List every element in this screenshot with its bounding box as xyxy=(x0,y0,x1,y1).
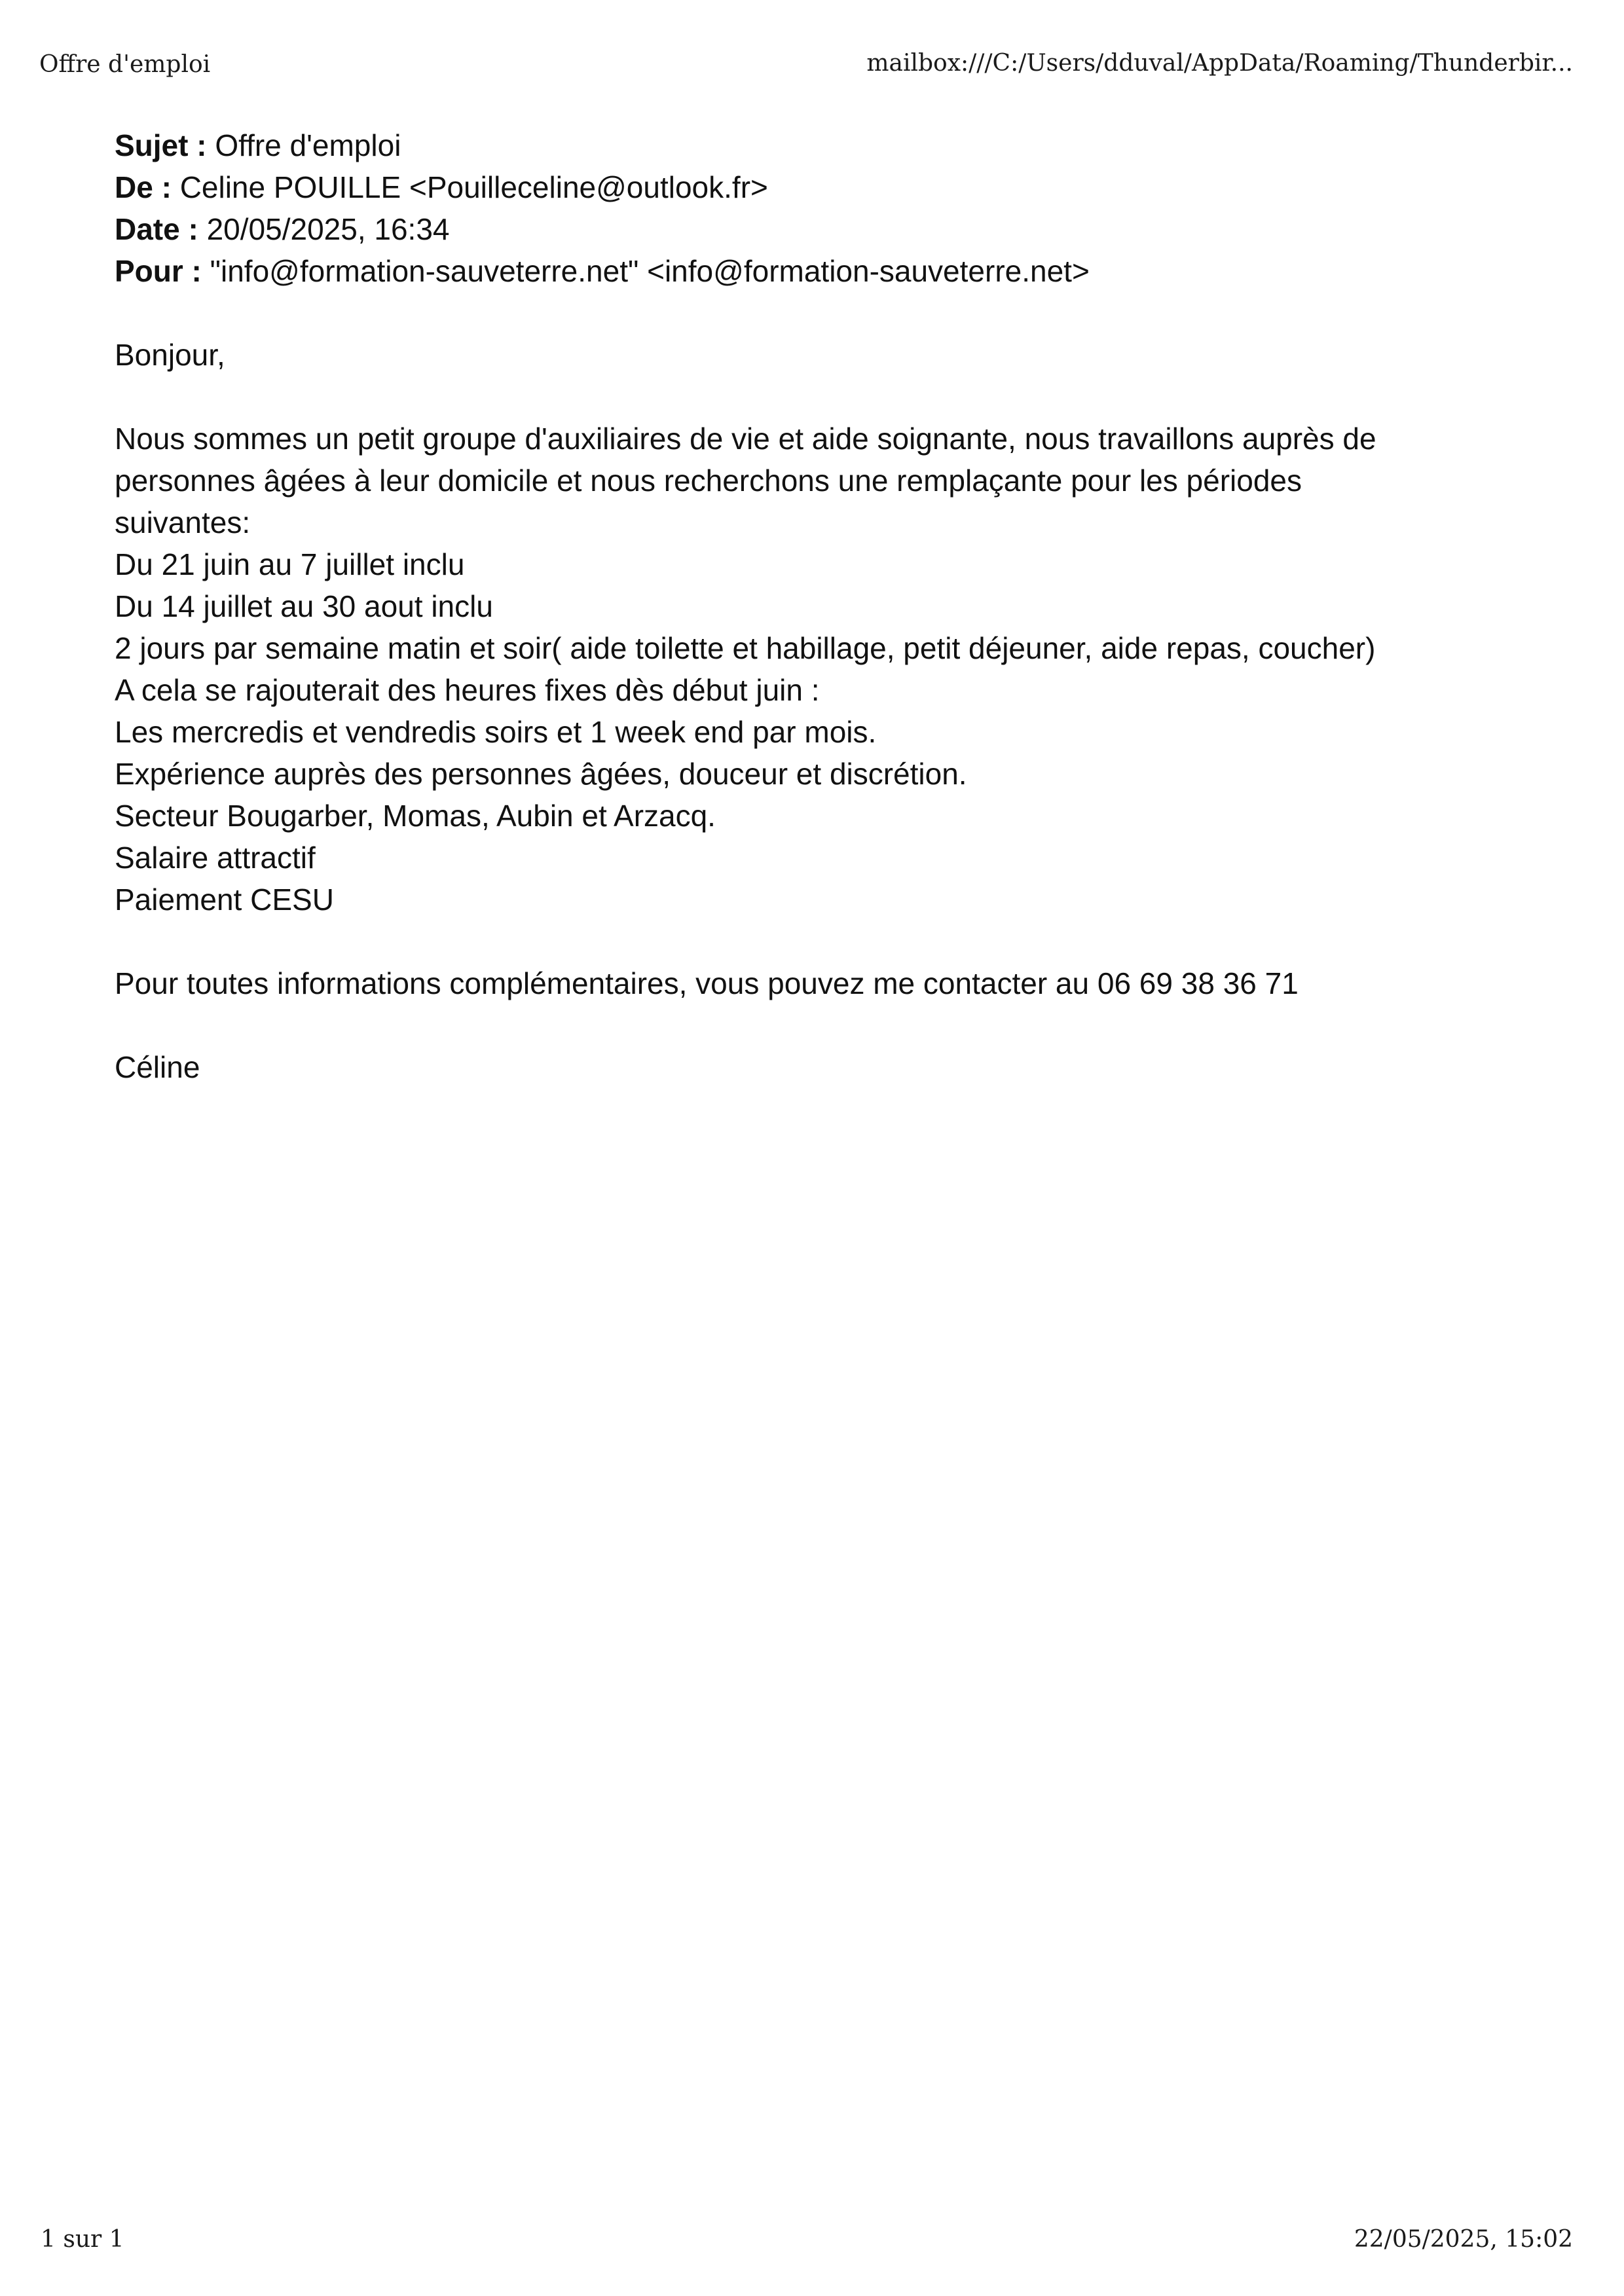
detail-line: Expérience auprès des personnes âgées, douceur et discrétion. xyxy=(115,757,967,791)
contact-line: Pour toutes informations complémentaires, vous pouvez me contacter au 06 69 38 36 71 xyxy=(115,966,1299,1000)
detail-line: Les mercredis et vendredis soirs et 1 week end par mois. xyxy=(115,715,877,749)
signature: Céline xyxy=(115,1050,200,1084)
print-header-url: mailbox:///C:/Users/dduval/AppData/Roaming/Thunderbir... xyxy=(866,50,1573,77)
detail-line: Paiement CESU xyxy=(115,883,334,917)
from-row xyxy=(115,166,1555,208)
print-footer-page: 1 sur 1 xyxy=(41,2226,124,2253)
from-label: De : xyxy=(115,170,172,204)
detail-line: 2 jours par semaine matin et soir( aide toilette et habillage, petit déjeuner, aide repas, coucher) xyxy=(115,631,1376,665)
detail-line: A cela se rajouterait des heures fixes dès début juin : xyxy=(115,673,820,707)
to-label: Pour : xyxy=(115,254,202,288)
intro-line: personnes âgées à leur domicile et nous recherchons une remplaçante pour les périodes xyxy=(115,464,1302,498)
to-row xyxy=(115,250,1555,292)
intro-line: suivantes: xyxy=(115,505,251,539)
greeting: Bonjour, xyxy=(115,338,225,372)
detail-line: Salaire attractif xyxy=(115,841,316,875)
date-row xyxy=(115,208,1555,250)
detail-line: Du 14 juillet au 30 aout inclu xyxy=(115,589,493,623)
print-header-title: Offre d'emploi xyxy=(39,51,211,78)
subject-value: Offre d'emploi xyxy=(215,128,401,162)
subject-row xyxy=(115,124,1555,166)
email-message xyxy=(115,124,1555,1088)
print-footer-timestamp: 22/05/2025, 15:02 xyxy=(1354,2226,1573,2253)
date-value: 20/05/2025, 16:34 xyxy=(206,212,450,246)
email-body xyxy=(115,334,1555,1088)
detail-line: Du 21 juin au 7 juillet inclu xyxy=(115,547,465,581)
to-value: "info@formation-sauveterre.net" <info@formation-sauveterre.net> xyxy=(210,254,1090,288)
subject-label: Sujet : xyxy=(115,128,207,162)
from-value: Celine POUILLE <Pouilleceline@outlook.fr> xyxy=(179,170,768,204)
detail-line: Secteur Bougarber, Momas, Aubin et Arzacq. xyxy=(115,799,716,833)
date-label: Date : xyxy=(115,212,198,246)
email-headers xyxy=(115,124,1555,292)
intro-line: Nous sommes un petit groupe d'auxiliaires de vie et aide soignante, nous travaillons auprès de xyxy=(115,422,1376,456)
